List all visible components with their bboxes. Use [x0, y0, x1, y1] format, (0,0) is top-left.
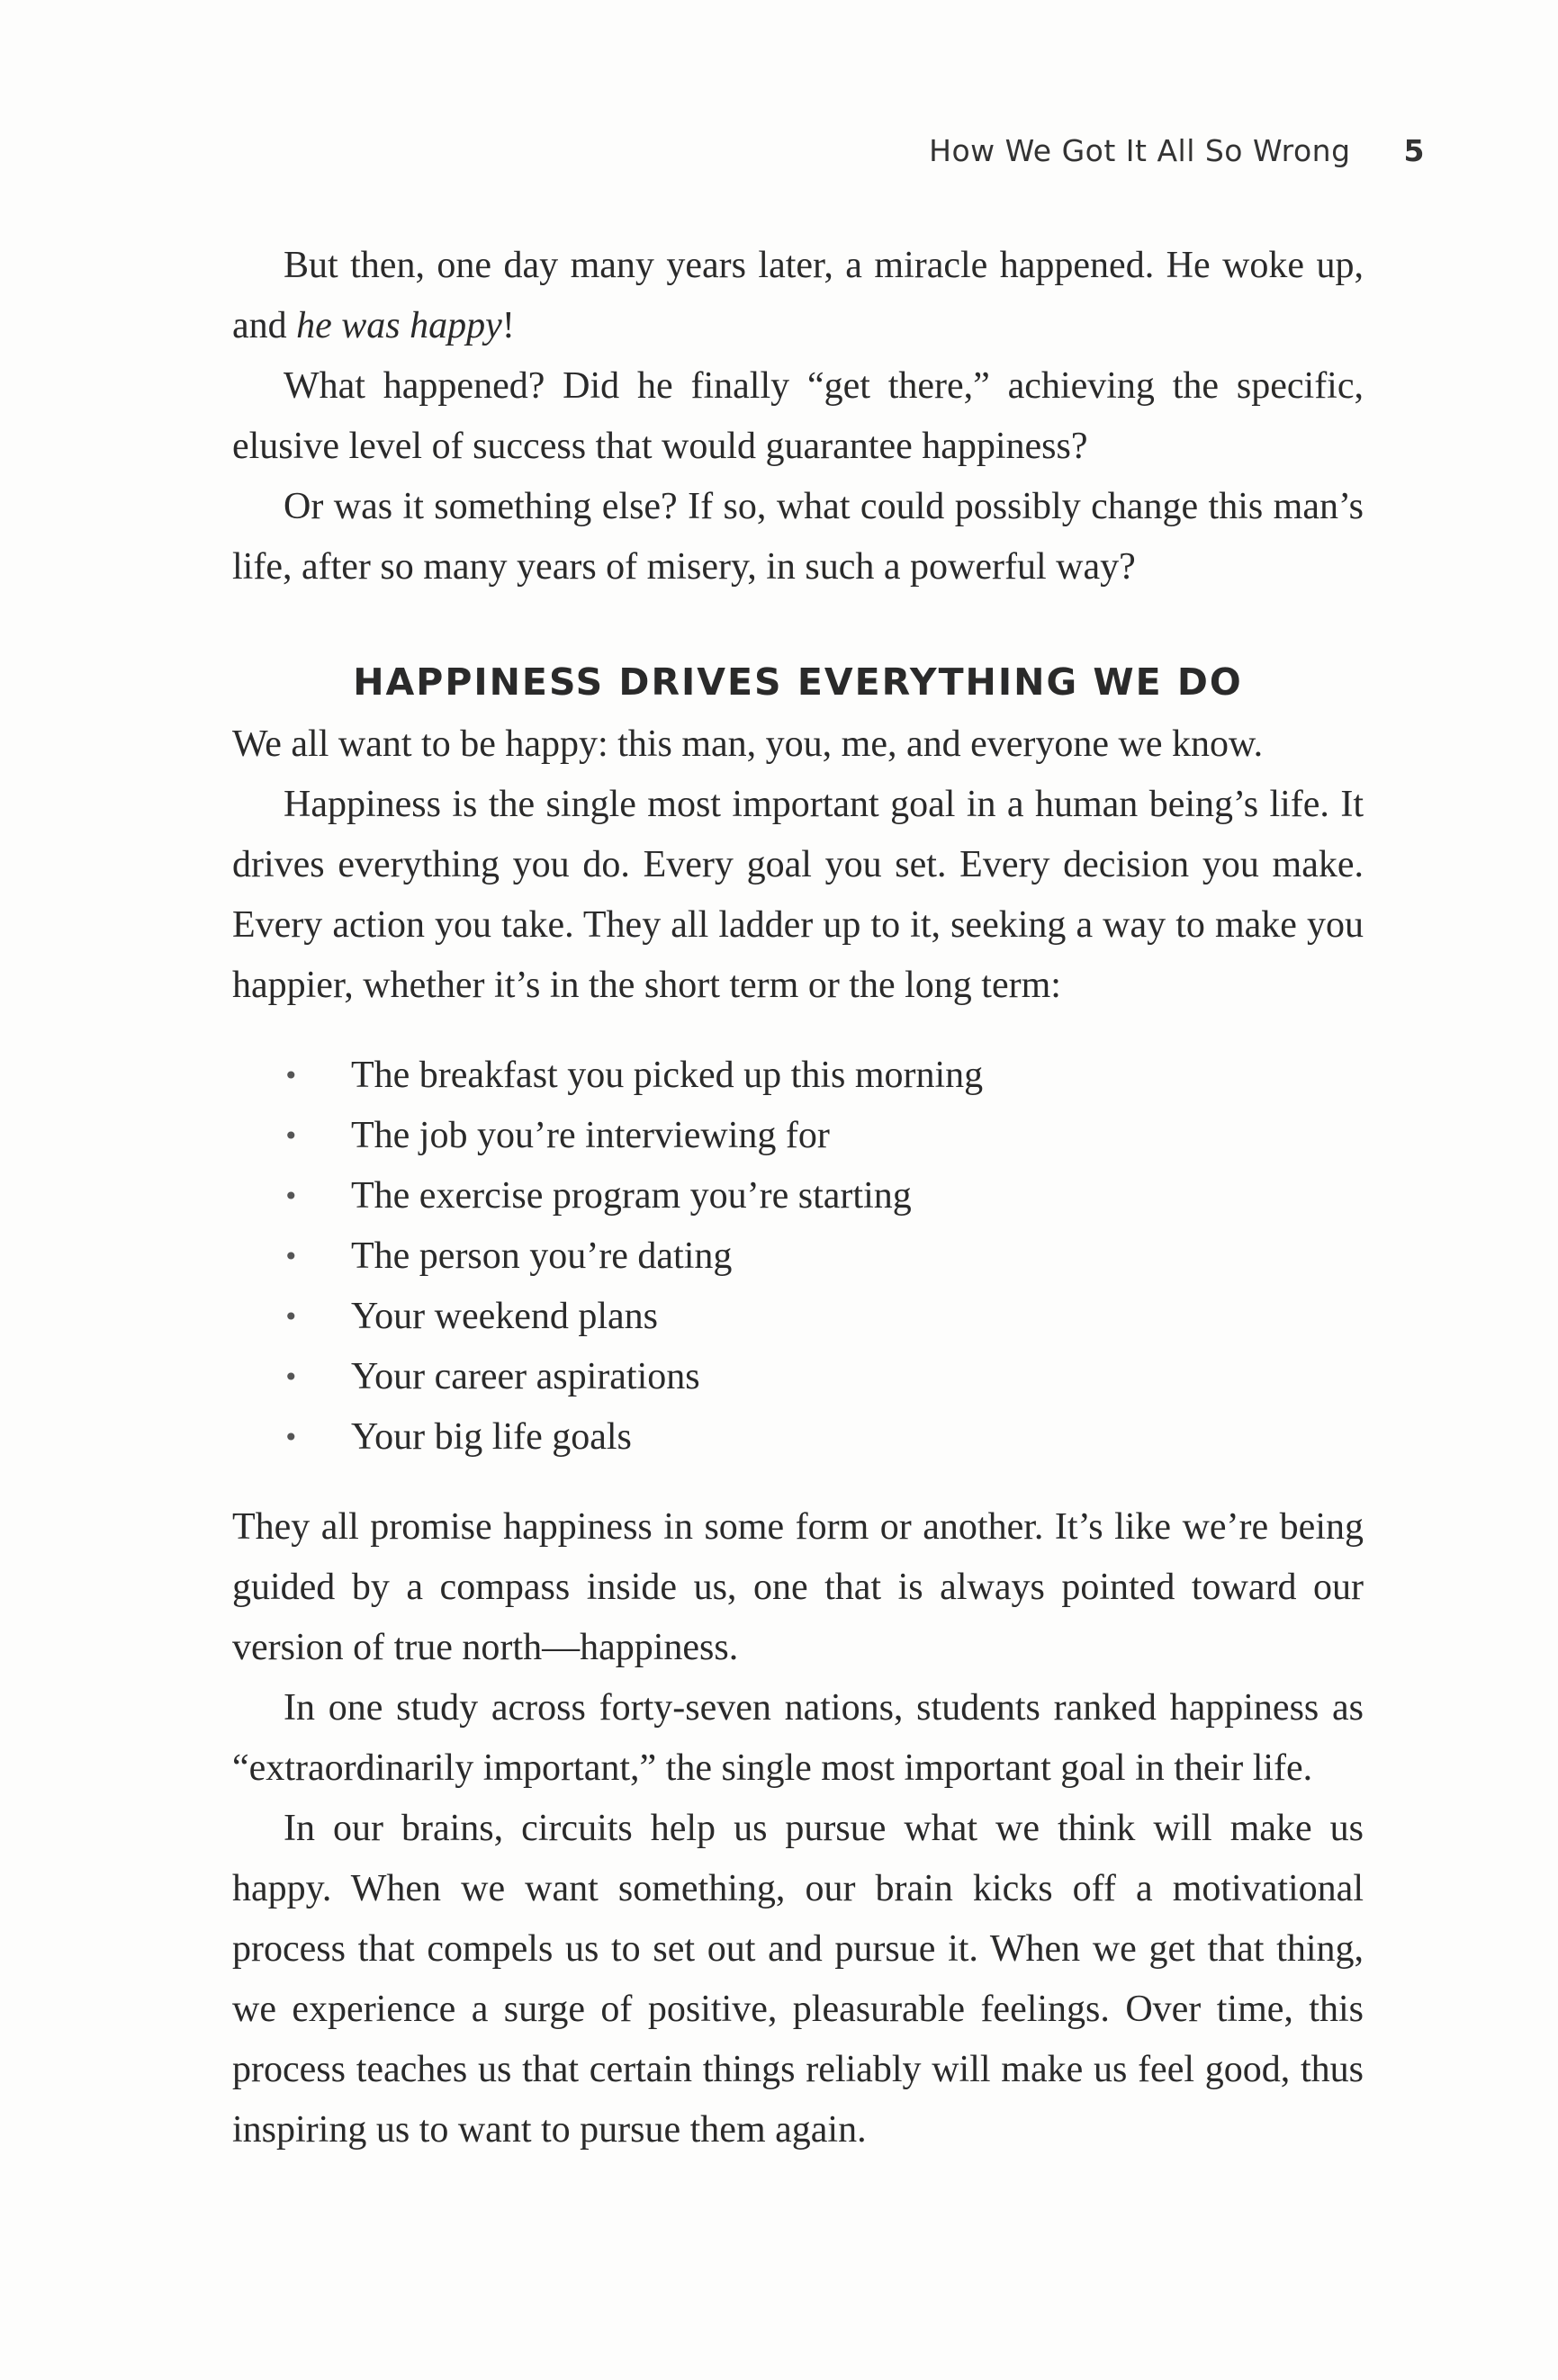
paragraph: What happened? Did he finally “get there,” achieving the specific, elusive level of success that would guarantee happiness?: [232, 365, 1364, 467]
paragraph: In one study across forty-seven nations, students ranked happiness as “extraordinarily important,” the single most important goal in their life.: [232, 1687, 1364, 1789]
bullet-icon: •: [284, 1181, 299, 1211]
running-head-title: How We Got It All So Wrong: [929, 133, 1351, 168]
paragraph: Or was it something else? If so, what could possibly change this man’s life, after so many years of misery, in such a powerful way?: [232, 486, 1364, 588]
running-head: [929, 133, 1425, 168]
paragraph: In our brains, circuits help us pursue what we think will make us happy. When we want something, our brain kicks off a motivational process that compels us to set out and pursue it. When we get that thing, we experience a surge of positive, pleasurable feelings. Over time, this process teaches us that certain things reliably will make us feel good, thus inspiring us to want to pursue them again.: [232, 1808, 1364, 2151]
body-text: [232, 236, 1364, 2160]
list-item: • Your weekend plans: [284, 1287, 1364, 1347]
bullet-icon: •: [284, 1121, 299, 1151]
list-item: • The job you’re interviewing for: [284, 1106, 1364, 1166]
bullet-icon: •: [284, 1362, 299, 1392]
section-heading: HAPPINESS DRIVES EVERYTHING WE DO: [353, 660, 1243, 704]
page-number: 5: [1403, 133, 1425, 168]
list-item: • Your career aspirations: [284, 1347, 1364, 1407]
list-item: • The person you’re dating: [284, 1226, 1364, 1287]
bullet-icon: •: [284, 1061, 299, 1091]
paragraph: But then, one day many years later, a miracle happened. He woke up, and he was happy!: [232, 245, 1364, 346]
bullet-list: [232, 1046, 1364, 1468]
list-item: • The exercise program you’re starting: [284, 1166, 1364, 1226]
paragraph: We all want to be happy: this man, you, me, and everyone we know.: [232, 723, 1264, 765]
list-item: • The breakfast you picked up this morning: [284, 1046, 1364, 1106]
bullet-icon: •: [284, 1423, 299, 1452]
paragraph: They all promise happiness in some form or another. It’s like we’re being guided by a compass inside us, one that is always pointed toward our version of true north—happiness.: [232, 1506, 1364, 1668]
paragraph: Happiness is the single most important goal in a human being’s life. It drives everything you do. Every goal you set. Every decision you make. Every action you take. They all ladder up to it, seeking a way to make you happier, whether it’s in the short term or the long term:: [232, 784, 1364, 1006]
list-item: • Your big life goals: [284, 1407, 1364, 1468]
bullet-icon: •: [284, 1302, 299, 1332]
bullet-icon: •: [284, 1242, 299, 1271]
emphasis: he was happy: [296, 305, 502, 346]
